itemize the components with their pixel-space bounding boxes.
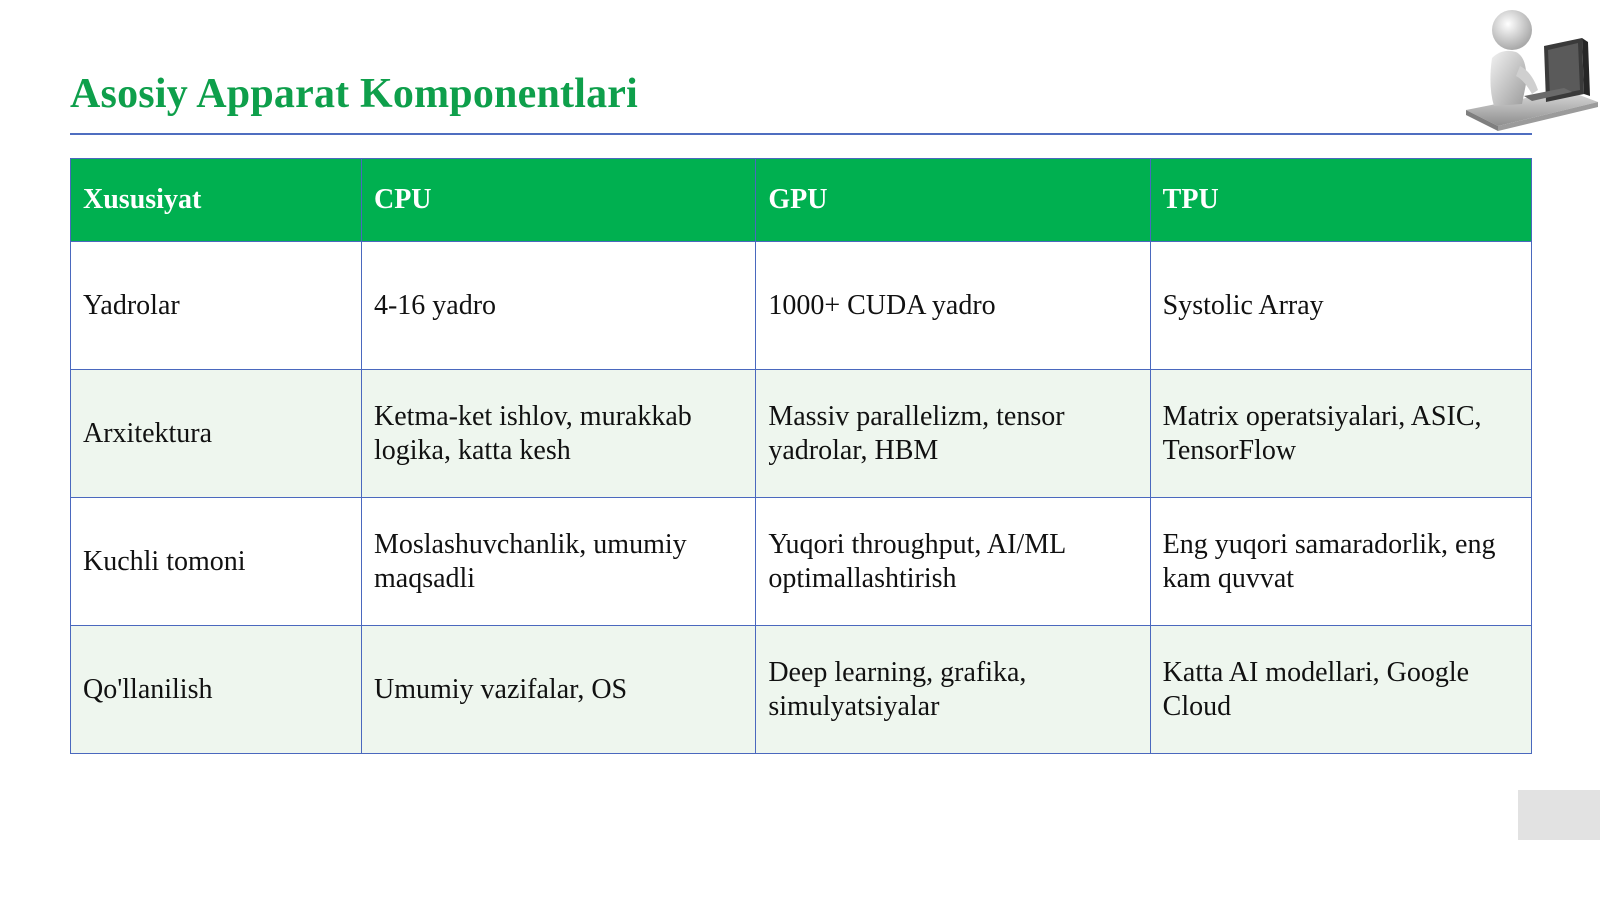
table-cell-feature: Kuchli tomoni [71, 498, 362, 626]
table-cell-feature: Qo'llanilish [71, 626, 362, 754]
table-cell-cpu: Ketma-ket ishlov, murakkab logika, katta kesh [361, 370, 755, 498]
table-row [71, 370, 1532, 498]
table-row [71, 626, 1532, 754]
person-at-computer-icon [1462, 6, 1600, 132]
header-cell-feature: Xususiyat [71, 159, 362, 242]
header-cell-tpu: TPU [1150, 159, 1531, 242]
table-row [71, 242, 1532, 370]
table-cell-gpu: Yuqori throughput, AI/ML optimallashtirish [756, 498, 1150, 626]
comparison-table [70, 158, 1532, 754]
table-cell-tpu: Katta AI modellari, Google Cloud [1150, 626, 1531, 754]
title-divider [70, 133, 1532, 135]
header-cell-cpu: CPU [361, 159, 755, 242]
corner-tab [1518, 790, 1600, 840]
table-cell-gpu: Massiv parallelizm, tensor yadrolar, HBM [756, 370, 1150, 498]
table-cell-feature: Yadrolar [71, 242, 362, 370]
table-cell-tpu: Matrix operatsiyalari, ASIC, TensorFlow [1150, 370, 1531, 498]
header-cell-gpu: GPU [756, 159, 1150, 242]
table-cell-gpu: 1000+ CUDA yadro [756, 242, 1150, 370]
table-header-row [71, 159, 1532, 242]
table-cell-cpu: Umumiy vazifalar, OS [361, 626, 755, 754]
table-cell-tpu: Eng yuqori samaradorlik, eng kam quvvat [1150, 498, 1531, 626]
table-cell-cpu: 4-16 yadro [361, 242, 755, 370]
table-row [71, 498, 1532, 626]
slide-title: Asosiy Apparat Komponentlari [70, 71, 638, 117]
table-cell-gpu: Deep learning, grafika, simulyatsiyalar [756, 626, 1150, 754]
table-cell-cpu: Moslashuvchanlik, umumiy maqsadli [361, 498, 755, 626]
table-cell-feature: Arxitektura [71, 370, 362, 498]
table-cell-tpu: Systolic Array [1150, 242, 1531, 370]
